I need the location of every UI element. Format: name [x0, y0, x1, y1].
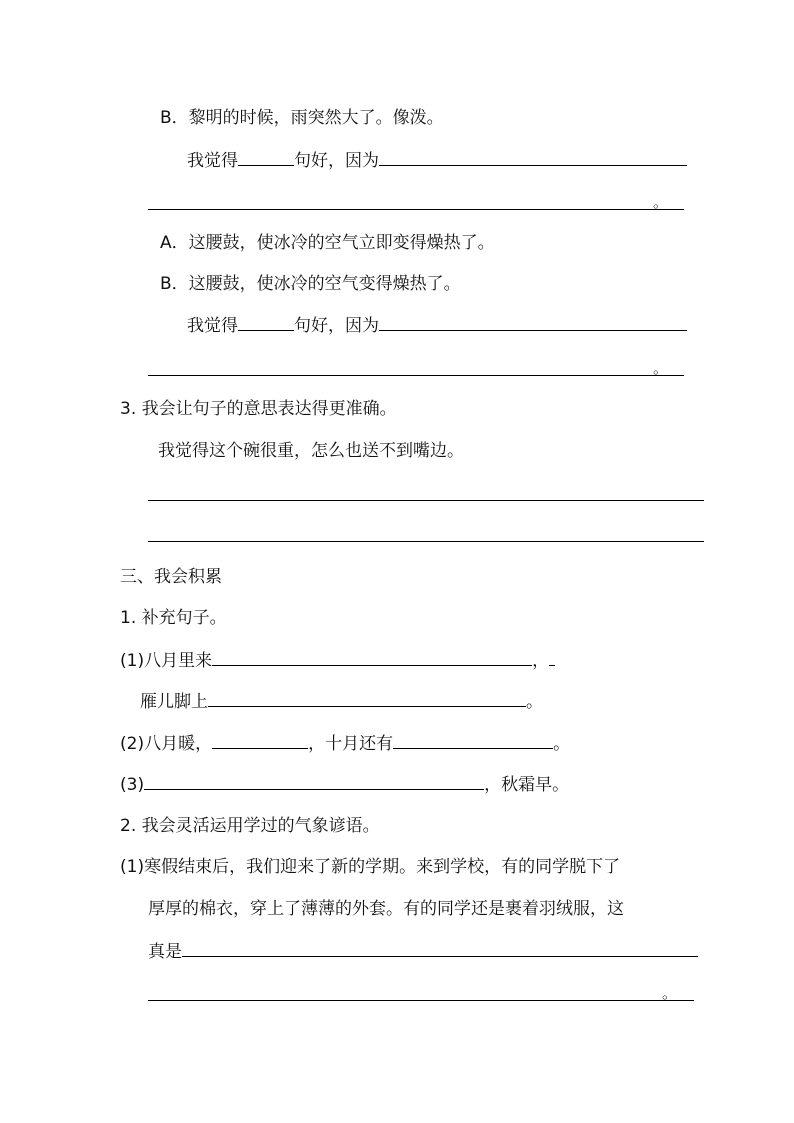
question-2-line-2: 厚厚的棉衣，穿上了薄薄的外套。有的同学还是裹着羽绒服，这: [148, 899, 624, 919]
judgement-line-2: [187, 314, 687, 337]
prompt-text: 雁儿脚上: [140, 692, 208, 712]
prompt-text: ，秋霜早。: [484, 775, 570, 795]
fill-line-2: [120, 732, 570, 755]
question-1-title: [120, 607, 227, 629]
judgement-middle: 句好，因为: [294, 316, 379, 336]
question-2-line-3: [148, 940, 698, 963]
option-b-sentence-1: B．黎明的时候，雨突然大了。像泼。: [160, 108, 444, 128]
question-3-title: [120, 398, 397, 420]
fill-blank[interactable]: [393, 732, 553, 749]
period-mark: 。: [526, 692, 543, 712]
fill-blank[interactable]: [144, 773, 484, 790]
judgement-middle: 句好，因为: [294, 151, 379, 171]
judgement-prefix: 我觉得: [187, 151, 238, 171]
reason-continuation-line[interactable]: [148, 375, 684, 376]
prompt-text: (2)八月暖，: [120, 734, 213, 754]
fill-blank-tail: [549, 649, 555, 666]
period-mark: 。: [653, 359, 669, 377]
question-text: 我会让句子的意思表达得更准确。: [141, 399, 397, 419]
question-2-line-1: (1)寒假结束后，我们迎来了新的学期。来到学校，有的同学脱下了: [120, 857, 621, 877]
prompt-text: ，十月还有: [308, 734, 394, 754]
choice-blank[interactable]: [238, 314, 294, 331]
question-number: 1.: [120, 608, 137, 628]
section-3-heading: 三、我会积累: [120, 567, 222, 587]
period-mark: 。: [653, 193, 669, 211]
option-b-sentence-2: B．这腰鼓，使冰冷的空气变得燥热了。: [160, 274, 461, 294]
prompt-text: 真是: [148, 942, 182, 962]
question-number: 2.: [120, 816, 137, 836]
fill-blank[interactable]: [212, 732, 308, 749]
answer-line[interactable]: [148, 541, 704, 542]
comma-mark: ，: [532, 651, 550, 671]
answer-line[interactable]: [148, 500, 704, 501]
period-mark: 。: [553, 734, 571, 754]
fill-blank[interactable]: [182, 940, 698, 957]
question-text: 我会灵活运用学过的气象谚语。: [141, 816, 380, 836]
judgement-line-1: [187, 149, 687, 172]
answer-line[interactable]: [148, 1000, 694, 1001]
fill-blank[interactable]: [212, 649, 532, 666]
prompt-text: (3): [120, 775, 145, 795]
fill-line-1b: [140, 690, 543, 713]
fill-blank[interactable]: [208, 690, 526, 707]
period-mark: 。: [662, 984, 678, 1002]
reason-continuation-line[interactable]: [148, 209, 684, 210]
choice-blank[interactable]: [238, 149, 294, 166]
question-2-title: [120, 815, 380, 837]
judgement-prefix: 我觉得: [187, 316, 238, 336]
question-number: 3.: [120, 399, 137, 419]
question-3-sentence: 我觉得这个碗很重，怎么也送不到嘴边。: [158, 441, 464, 461]
fill-line-3: [120, 773, 569, 796]
fill-line-1a: [120, 649, 555, 672]
reason-blank[interactable]: [379, 314, 687, 331]
prompt-text: (1)八月里来: [120, 651, 213, 671]
question-text: 补充句子。: [141, 608, 227, 628]
reason-blank[interactable]: [379, 149, 687, 166]
option-a-sentence-2: A．这腰鼓，使冰冷的空气立即变得燥热了。: [160, 233, 495, 253]
